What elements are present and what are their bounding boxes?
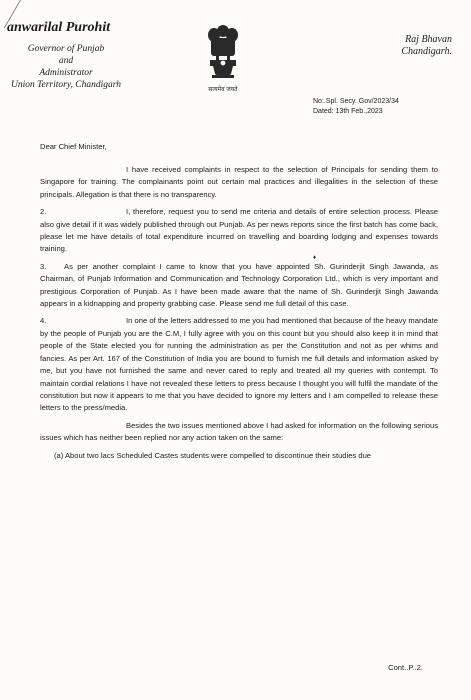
paragraph-4-text: In one of the letters addressed to me you had mentioned that because of the heavy mandate by the people of Punjab you are the C.M, I fully agree with you on this count but you should also keep it in mind that people of the State elected you for running the administration as per the Constitution and not as per whims and fancies. As per Art. 167 of the Constitution of India you are bound to furnish me full details and information asked by me, but you have not furnished the same and never cared to reply and treated all my queries with contempt. To maintain cordial relations I have not revealed these letters to press because I thought you will fulfil the mandate of the constitution but now it appears to me that you have decided to ignore my letters and I am compelled to release these letters to the press/media. — [40, 316, 438, 413]
paragraph-2-number: 2. — [40, 207, 47, 217]
paragraph-3-number: 3. — [40, 261, 47, 271]
place-line-2: Chandigarh. — [401, 46, 452, 57]
paragraph-4 — [40, 315, 438, 414]
paragraph-6-text: (a) About two lacs Scheduled Castes students were compelled to discontinue their studies due — [54, 450, 372, 460]
reference-number: No:.Spl. Secy. Gov/2023/34 — [313, 98, 399, 105]
sender-name: anwarilal Purohit — [7, 20, 111, 35]
letter-body — [40, 164, 438, 467]
sender-designation-2: and — [58, 56, 74, 66]
paragraph-2-text: I, therefore, request you to send me criteria and details of entire selection process. Please also give detail if it was widely published through out Punjab. As per news reports since the first batch has come back, please let me have details of total expenditure incurred on travelling and boarding lodging and expenses towards training. — [40, 207, 438, 254]
emblem-motto: सत्यमेव जयते — [208, 87, 238, 93]
letter-date: Dated: 13th Feb.,2023 — [313, 108, 383, 115]
continuation-note: Cont..P..2. — [388, 663, 423, 672]
paragraph-3-text: As per another complaint I came to know that you have appointed Sh. Gurinderjit Singh Jawanda, as Chairman, of Punjab Information and Communication and Technology Corporation Ltd., which is very important and prestigious Corporation of Punjab. As I have been made aware that the name of Sh. Gurinderjit Singh Jawanda appears in a kidnapping and property grabbing case. Please send me full detail of this case. — [40, 261, 438, 309]
sender-designation-4: Union Territory, Chandigarh — [10, 80, 122, 90]
paragraph-2 — [40, 206, 438, 256]
paragraph-1-text: I have received complaints in respect to the selection of Principals for sending them to Singapore for training. The complainants point out certain mal practices and illegalities in the selection of these principals. Allegation is that there is no transparency. — [40, 165, 438, 199]
paragraph-6 — [40, 450, 438, 462]
sender-designation-3: Administrator — [39, 68, 93, 78]
place-line-1: Raj Bhavan — [405, 34, 452, 45]
paragraph-4-number: 4. — [40, 316, 47, 326]
paragraph-5 — [40, 420, 438, 445]
paragraph-5-text: Besides the two issues mentioned above I had asked for information on the following serious issues which has neither been replied nor any action taken on the same: — [40, 420, 438, 443]
paragraph-3 — [40, 261, 438, 311]
sender-designation-1: Governor of Punjab — [27, 44, 105, 54]
paragraph-1 — [40, 164, 438, 201]
national-emblem-icon — [205, 22, 241, 84]
pen-mark: ♦ — [313, 255, 317, 261]
salutation: Dear Chief Minister, — [40, 142, 107, 151]
